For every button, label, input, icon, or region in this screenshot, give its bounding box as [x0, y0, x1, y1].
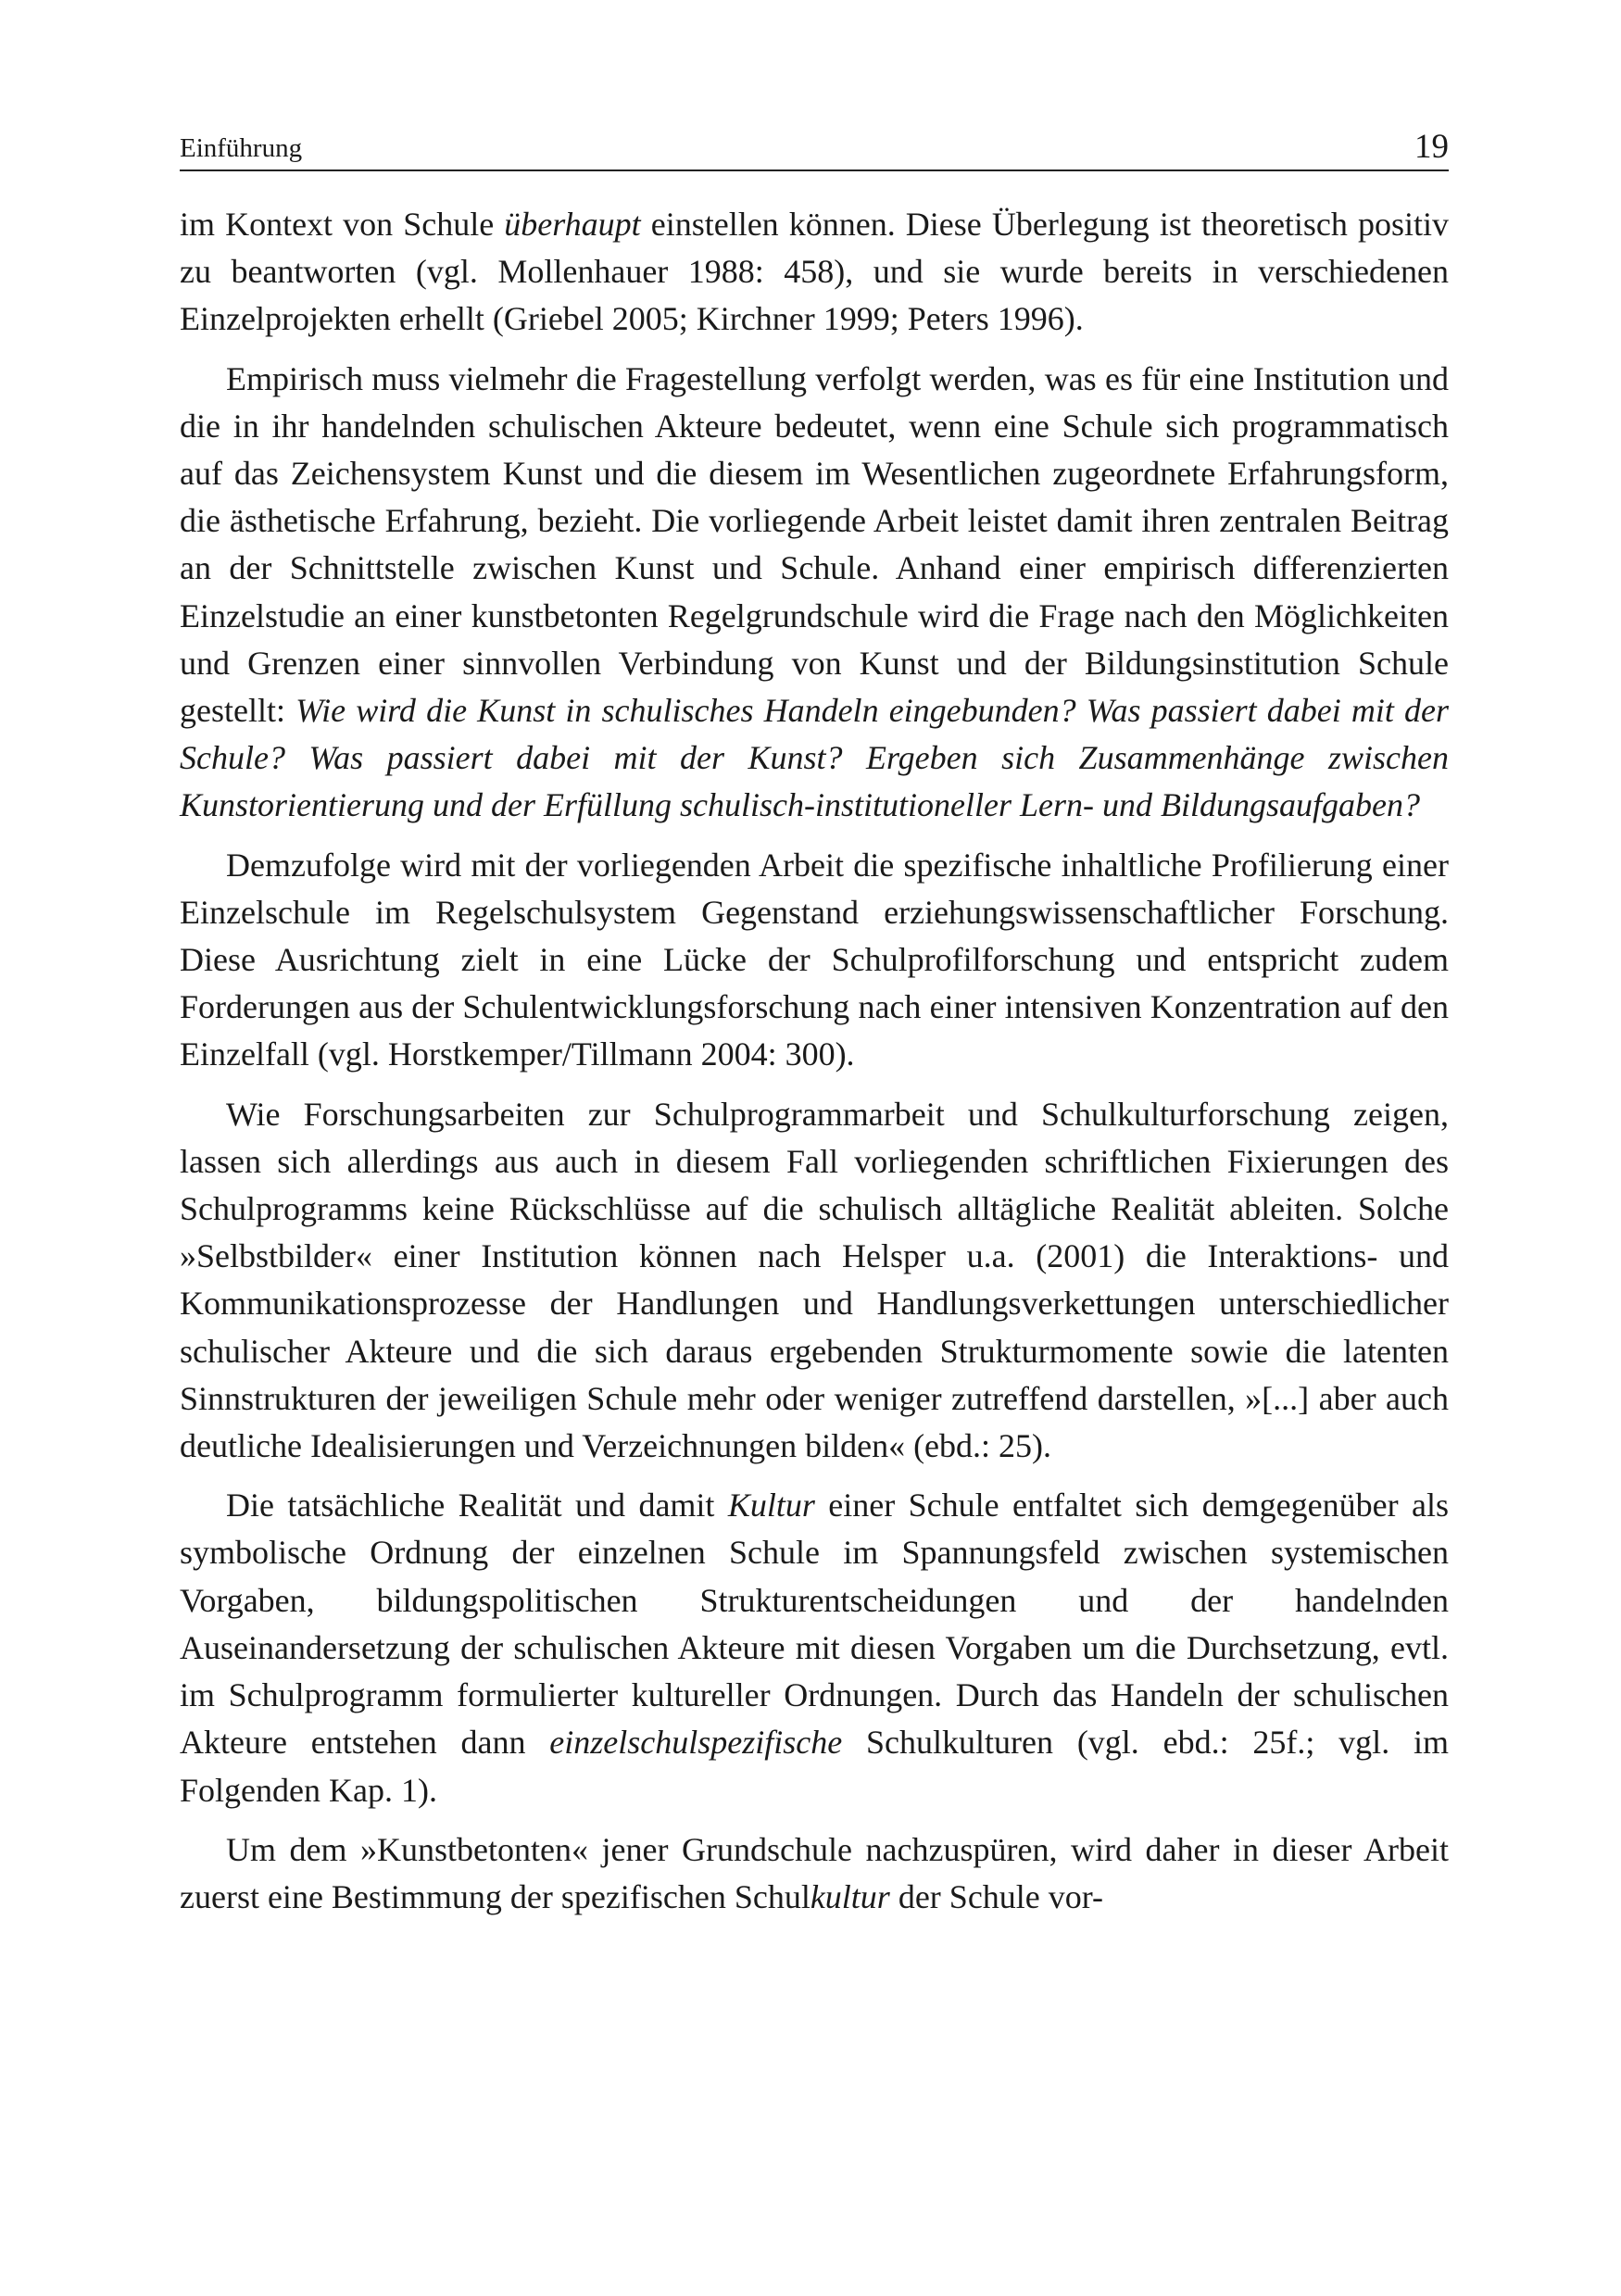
- text-run: Empirisch muss vielmehr die Fragestellung verfolgt werden, was es für eine Institution und die in ihr handelnden schulischen Akteure bedeutet, wenn eine Schule sich programmatisch auf das Zeichensystem Kunst und die diesem im Wesentlichen zugeordnete Erfahrungsform, die ästhetische Erfahrung, bezieht. Die vorliegende Arbeit leistet damit ihren zentralen Beitrag an der Schnittstelle zwischen Kunst und Schule. Anhand einer empirisch differenzierten Einzelstudie an einer kunstbetonten Regelgrundschule wird die Frage nach den Möglichkeiten und Grenzen einer sinnvollen Verbindung von Kunst und der Bildungsinstitution Schule gestellt:: [180, 359, 1449, 730]
- italic-text: überhaupt: [504, 206, 641, 243]
- text-run: einstellen können. Diese Überlegung ist theoretisch positiv zu beantworten (vgl. Mollenhauer 1988: 458), und sie wurde bereits in verschiedenen Einzelprojekten erhellt (Griebel 2005; Kirchner 1999; Peters 1996).: [180, 206, 1450, 338]
- running-title: Einführung: [180, 133, 303, 163]
- paragraph: [180, 1826, 1449, 1921]
- paragraph: [180, 1091, 1449, 1471]
- text-run: einer Schule entfaltet sich demgegenüber als symbolische Ordnung der einzelnen Schule im Spannungsfeld zwischen systemischen Vorgaben, bildungspolitischen Strukturentscheidungen und der handelnden Auseinandersetzung der schulischen Akteure mit diesen Vorgaben um die Durchsetzung, evtl. im Schulprogramm formulierter kultureller Ordnungen. Durch das Handeln der schulischen Akteure entstehen dann: [180, 1487, 1449, 1762]
- italic-text: Wie wird die Kunst in schulisches Handeln eingebunden? Was passiert dabei mit der Schule? Was passiert dabei mit der Kunst? Ergeben sich Zusammenhänge zwischen Kunstorientierung und der Erfüllung schulisch-institutioneller Lern- und Bildungsaufgaben?: [180, 692, 1449, 824]
- running-header: [180, 130, 1449, 171]
- paragraph: [180, 842, 1449, 1079]
- paragraph: [180, 201, 1449, 344]
- paragraph: [180, 1482, 1449, 1813]
- text-run: Demzufolge wird mit der vorliegenden Arbeit die spezifische inhaltliche Profilierung einer Einzelschule im Regelschulsystem Gegenstand erziehungswissenschaftlicher Forschung. Diese Ausrichtung zielt in eine Lücke der Schulprofilforschung und entspricht zudem Forderungen aus der Schulentwicklungsforschung nach einer intensiven Konzentration auf den Einzelfall (vgl. Horstkemper/Tillmann 2004: 300).: [180, 846, 1449, 1073]
- text-run: Wie Forschungsarbeiten zur Schulprogrammarbeit und Schulkulturforschung zeigen, lassen sich allerdings aus auch in diesem Fall vorliegenden schriftlichen Fixierungen des Schulprogramms keine Rückschlüsse auf die schulisch alltägliche Realität ableiten. Solche »Selbstbilder« einer Institution können nach Helsper u.a. (2001) die Interaktions- und Kommunikationsprozesse der Handlungen und Handlungsverkettungen unterschiedlicher schulischer Akteure und die sich daraus ergebenden Strukturmomente sowie die latenten Sinnstrukturen der jeweiligen Schule mehr oder weniger zutreffend darstellen, »[...] aber auch deutliche Idealisierungen und Verzeichnungen bilden« (ebd.: 25).: [180, 1095, 1449, 1465]
- page-number: 19: [1414, 128, 1449, 166]
- italic-text: kultur: [810, 1877, 890, 1915]
- italic-text: einzelschulspezifische: [549, 1724, 843, 1762]
- document-page: [180, 130, 1449, 1921]
- text-run: Um dem »Kunstbetonten« jener Grundschule nachzuspüren, wird daher in dieser Arbeit zuerst eine Bestimmung der spezifischen Schul: [180, 1830, 1449, 1915]
- italic-text: Kultur: [727, 1487, 815, 1524]
- text-run: im Kontext von Schule: [180, 206, 505, 243]
- text-run: Die tatsächliche Realität und damit: [226, 1487, 728, 1524]
- text-run: der Schule vor-: [889, 1877, 1104, 1915]
- paragraph: [180, 356, 1449, 830]
- text-run: Schulkulturen (vgl. ebd.: 25f.; vgl. im Folgenden Kap. 1).: [180, 1724, 1449, 1809]
- body-text: [180, 201, 1449, 1921]
